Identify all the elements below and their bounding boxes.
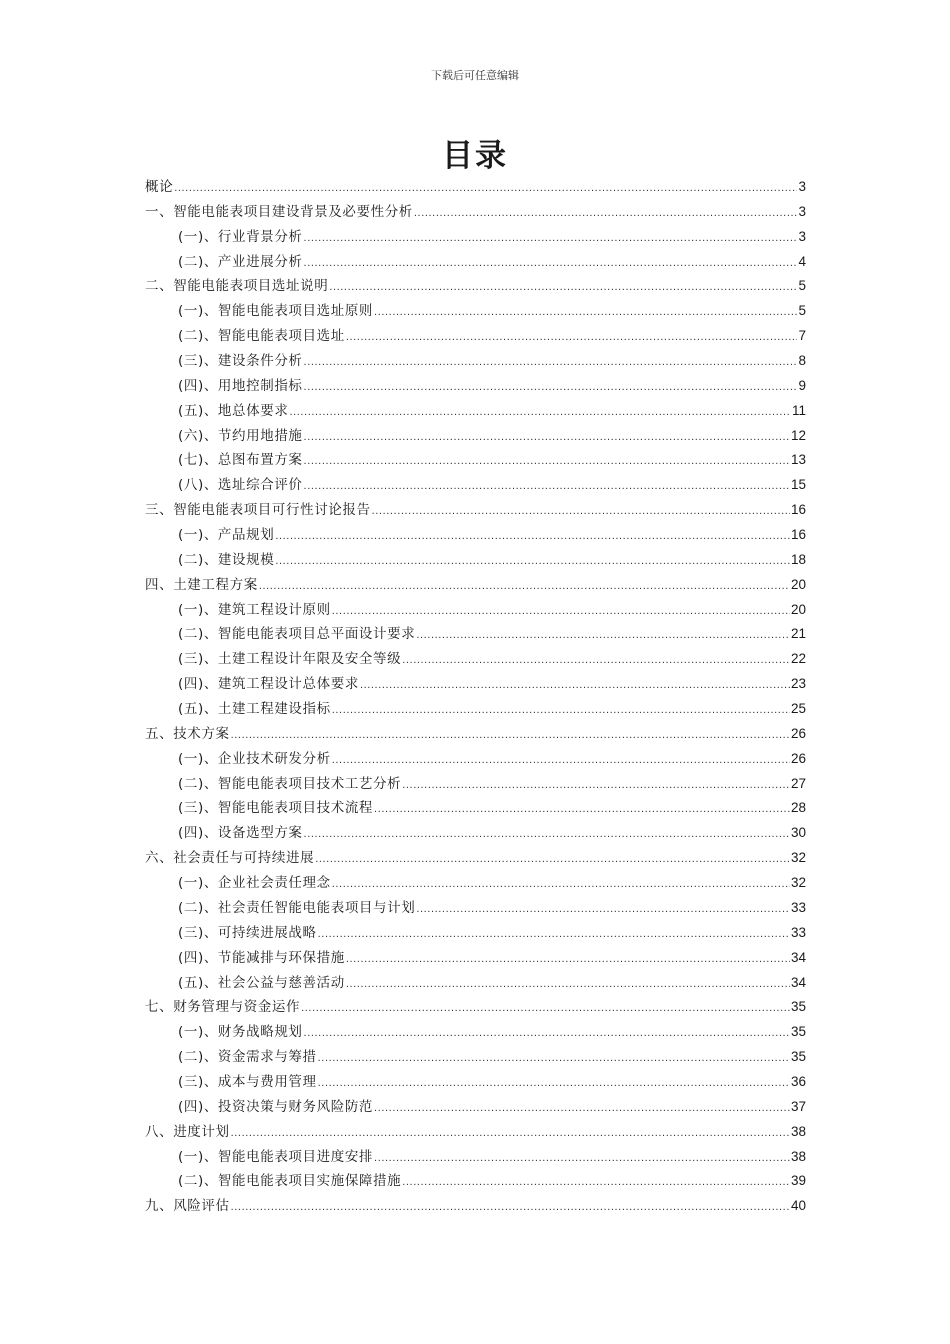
toc-entry-label: (八)、选址综合评价: [178, 477, 303, 494]
toc-entry-label: (四)、用地控制指标: [178, 377, 303, 394]
toc-entry-page-number: 25: [790, 701, 806, 717]
toc-dot-leader: [402, 773, 790, 798]
toc-dot-leader: [275, 549, 790, 574]
toc-entry-page-number: 27: [790, 775, 806, 791]
toc-entry-label: 概论: [145, 179, 174, 195]
toc-entry[interactable]: [145, 971, 806, 996]
toc-dot-leader: [332, 698, 790, 723]
toc-dot-leader: [304, 822, 790, 847]
toc-entry-page-number: 35: [790, 1024, 806, 1040]
toc-entry[interactable]: [145, 573, 806, 598]
toc-entry-label: (五)、地总体要求: [178, 402, 289, 419]
toc-entry[interactable]: [145, 250, 806, 275]
toc-entry-label: (三)、智能电能表项目技术流程: [178, 800, 374, 817]
toc-entry-label: (一)、行业背景分析: [178, 228, 303, 245]
toc-entry[interactable]: [145, 498, 806, 523]
toc-dot-leader: [318, 1071, 790, 1096]
toc-dot-leader: [289, 400, 791, 425]
toc-entry[interactable]: [145, 424, 806, 449]
toc-dot-leader: [346, 972, 790, 997]
toc-entry-label: 五、技术方案: [145, 725, 230, 742]
toc-entry[interactable]: [145, 1020, 806, 1045]
toc-entry[interactable]: [145, 747, 806, 772]
toc-dot-leader: [372, 499, 790, 524]
toc-entry-label: (一)、建筑工程设计原则: [178, 601, 331, 618]
toc-dot-leader: [374, 1096, 790, 1121]
page-header-note: 下载后可任意编辑: [431, 69, 519, 82]
toc-entry-label: (二)、社会责任智能电能表项目与计划: [178, 899, 416, 916]
toc-entry-page-number: 23: [790, 676, 806, 692]
toc-entry-page-number: 9: [798, 377, 806, 393]
toc-entry[interactable]: [145, 921, 806, 946]
toc-entry-label: (四)、建筑工程设计总体要求: [178, 676, 359, 693]
toc-entry[interactable]: [145, 349, 806, 374]
toc-entry-label: (一)、财务战略规划: [178, 1024, 303, 1041]
toc-entry-page-number: 18: [790, 551, 806, 567]
toc-entry-label: (七)、总图布置方案: [178, 452, 303, 469]
toc-dot-leader: [304, 251, 798, 276]
toc-entry-page-number: 40: [790, 1198, 806, 1214]
toc-dot-leader: [231, 1121, 790, 1146]
toc-entry-label: (一)、智能电能表项目进度安排: [178, 1148, 374, 1165]
toc-entry-page-number: 8: [798, 353, 806, 369]
toc-entry-label: (四)、投资决策与财务风险防范: [178, 1098, 374, 1115]
toc-entry-page-number: 11: [791, 402, 806, 418]
toc-dot-leader: [304, 226, 798, 251]
toc-dot-leader: [402, 1170, 790, 1195]
toc-entry-label: (二)、建设规模: [178, 551, 275, 568]
toc-dot-leader: [329, 275, 797, 300]
toc-entry-label: (一)、产品规划: [178, 527, 275, 544]
toc-entry-label: (二)、智能电能表项目总平面设计要求: [178, 626, 416, 643]
toc-entry-page-number: 34: [790, 949, 806, 965]
toc-entry-label: (二)、智能电能表项目技术工艺分析: [178, 775, 402, 792]
toc-dot-leader: [318, 922, 790, 947]
toc-entry[interactable]: [145, 722, 806, 747]
toc-entry-label: (二)、智能电能表项目实施保障措施: [178, 1173, 402, 1190]
toc-entry-page-number: 33: [790, 924, 806, 940]
table-of-contents: [145, 175, 806, 1219]
toc-entry-label: 一、智能电能表项目建设背景及必要性分析: [145, 203, 413, 220]
toc-entry[interactable]: [145, 1120, 806, 1145]
toc-entry-page-number: 32: [790, 850, 806, 866]
toc-dot-leader: [374, 797, 790, 822]
toc-dot-leader: [304, 1021, 790, 1046]
toc-entry[interactable]: [145, 324, 806, 349]
toc-entry[interactable]: [145, 1169, 806, 1194]
toc-entry-label: (二)、资金需求与筹措: [178, 1049, 317, 1066]
toc-entry-page-number: 20: [790, 576, 806, 592]
toc-entry-page-number: 28: [790, 800, 806, 816]
toc-entry[interactable]: [145, 448, 806, 473]
toc-dot-leader: [304, 474, 790, 499]
toc-entry-label: (一)、智能电能表项目选址原则: [178, 303, 374, 320]
toc-entry-page-number: 15: [790, 477, 806, 493]
toc-entry-label: 四、土建工程方案: [145, 576, 258, 593]
toc-dot-leader: [304, 425, 790, 450]
toc-dot-leader: [346, 947, 790, 972]
toc-entry-label: 八、进度计划: [145, 1123, 230, 1140]
toc-entry[interactable]: [145, 548, 806, 573]
toc-entry-page-number: 26: [790, 750, 806, 766]
toc-entry[interactable]: [145, 523, 806, 548]
toc-entry-label: (二)、产业进展分析: [178, 253, 303, 270]
toc-dot-leader: [231, 1195, 790, 1220]
toc-dot-leader: [402, 648, 790, 673]
toc-entry[interactable]: [145, 399, 806, 424]
toc-entry-page-number: 35: [790, 1049, 806, 1065]
toc-entry[interactable]: [145, 1145, 806, 1170]
toc-entry-page-number: 16: [790, 502, 806, 518]
toc-entry[interactable]: [145, 846, 806, 871]
toc-dot-leader: [346, 325, 798, 350]
toc-entry-page-number: 35: [790, 999, 806, 1015]
toc-dot-leader: [374, 300, 797, 325]
toc-entry[interactable]: [145, 896, 806, 921]
toc-entry-label: (二)、智能电能表项目选址: [178, 328, 345, 345]
toc-dot-leader: [332, 872, 790, 897]
toc-dot-leader: [275, 524, 790, 549]
toc-entry-page-number: 3: [798, 228, 806, 244]
toc-entry-label: (一)、企业社会责任理念: [178, 875, 331, 892]
toc-dot-leader: [315, 847, 790, 872]
toc-entry[interactable]: [145, 1194, 806, 1219]
toc-entry-page-number: 5: [798, 278, 806, 294]
toc-entry-label: 六、社会责任与可持续进展: [145, 850, 315, 867]
toc-entry[interactable]: [145, 871, 806, 896]
toc-entry-page-number: 34: [790, 974, 806, 990]
toc-dot-leader: [304, 449, 790, 474]
toc-entry-page-number: 38: [790, 1123, 806, 1139]
toc-entry[interactable]: [145, 200, 806, 225]
toc-dot-leader: [332, 748, 790, 773]
toc-entry-page-number: 13: [790, 452, 806, 468]
toc-dot-leader: [360, 673, 790, 698]
toc-entry-page-number: 20: [790, 601, 806, 617]
toc-dot-leader: [416, 897, 790, 922]
toc-entry-page-number: 32: [790, 875, 806, 891]
toc-entry-page-number: 5: [798, 303, 806, 319]
toc-dot-leader: [416, 623, 790, 648]
toc-entry[interactable]: [145, 175, 806, 200]
toc-entry[interactable]: [145, 946, 806, 971]
toc-entry[interactable]: [145, 598, 806, 623]
toc-entry[interactable]: [145, 821, 806, 846]
toc-entry-label: (四)、设备选型方案: [178, 825, 303, 842]
toc-entry-label: (五)、社会公益与慈善活动: [178, 974, 345, 991]
toc-entry-label: 三、智能电能表项目可行性讨论报告: [145, 502, 371, 519]
toc-entry-page-number: 39: [790, 1173, 806, 1189]
toc-entry[interactable]: [145, 473, 806, 498]
toc-entry[interactable]: [145, 697, 806, 722]
toc-entry[interactable]: [145, 1095, 806, 1120]
toc-entry[interactable]: [145, 622, 806, 647]
toc-entry-page-number: 38: [790, 1148, 806, 1164]
toc-title: 目录: [442, 138, 508, 174]
toc-entry-page-number: 3: [798, 203, 806, 219]
toc-entry[interactable]: [145, 672, 806, 697]
toc-entry[interactable]: [145, 299, 806, 324]
toc-dot-leader: [259, 574, 790, 599]
toc-entry-page-number: 30: [790, 825, 806, 841]
toc-entry-page-number: 21: [790, 626, 806, 642]
toc-entry[interactable]: [145, 274, 806, 299]
toc-entry-label: (六)、节约用地措施: [178, 427, 303, 444]
toc-dot-leader: [304, 375, 798, 400]
toc-entry-page-number: 3: [798, 179, 806, 194]
toc-entry-page-number: 12: [790, 427, 806, 443]
toc-entry-page-number: 36: [790, 1073, 806, 1089]
toc-entry[interactable]: [145, 374, 806, 399]
toc-entry-label: (五)、土建工程建设指标: [178, 701, 331, 718]
toc-entry-page-number: 22: [790, 651, 806, 667]
toc-entry-label: (三)、成本与费用管理: [178, 1073, 317, 1090]
toc-entry-label: 七、财务管理与资金运作: [145, 999, 301, 1016]
toc-entry-label: 九、风险评估: [145, 1198, 230, 1215]
toc-entry[interactable]: [145, 1045, 806, 1070]
toc-dot-leader: [332, 599, 790, 624]
toc-dot-leader: [414, 201, 798, 226]
toc-dot-leader: [304, 350, 798, 375]
toc-entry-page-number: 7: [798, 328, 806, 344]
toc-entry[interactable]: [145, 1070, 806, 1095]
toc-dot-leader: [374, 1146, 790, 1171]
toc-entry-label: (三)、土建工程设计年限及安全等级: [178, 651, 402, 668]
toc-entry[interactable]: [145, 225, 806, 250]
toc-entry-label: (一)、企业技术研发分析: [178, 750, 331, 767]
toc-entry-label: (三)、可持续进展战略: [178, 924, 317, 941]
toc-entry-label: (四)、节能减排与环保措施: [178, 949, 345, 966]
toc-entry-page-number: 26: [790, 725, 806, 741]
toc-entry-label: (三)、建设条件分析: [178, 353, 303, 370]
toc-dot-leader: [301, 996, 790, 1021]
toc-entry[interactable]: [145, 772, 806, 797]
toc-entry-label: 二、智能电能表项目选址说明: [145, 278, 329, 295]
toc-dot-leader: [231, 723, 790, 748]
toc-entry[interactable]: [145, 995, 806, 1020]
toc-dot-leader: [318, 1046, 790, 1071]
toc-entry-page-number: 37: [790, 1098, 806, 1114]
toc-entry-page-number: 16: [790, 527, 806, 543]
toc-entry-page-number: 4: [798, 253, 806, 269]
toc-entry[interactable]: [145, 796, 806, 821]
toc-dot-leader: [174, 176, 797, 201]
toc-entry[interactable]: [145, 647, 806, 672]
toc-entry-page-number: 33: [790, 899, 806, 915]
